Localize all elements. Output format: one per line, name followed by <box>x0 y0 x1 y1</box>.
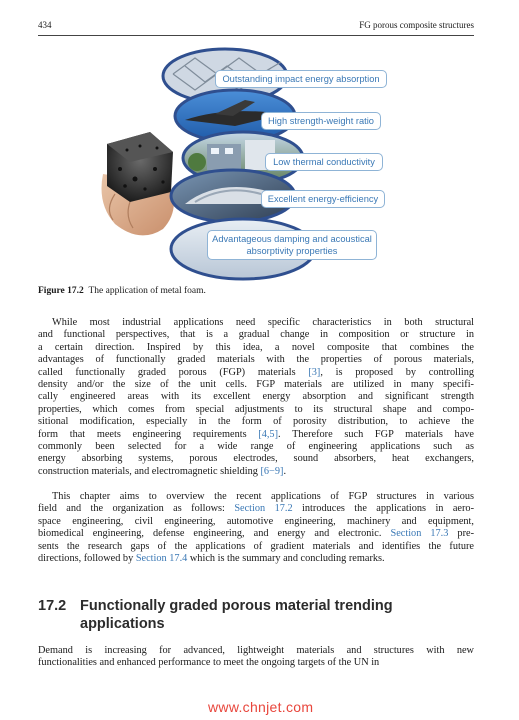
text-line: While most industrial applications need specific characteristics in both structural <box>52 317 474 328</box>
text-fragment: form that meets engineering requirements <box>38 428 259 440</box>
text-line <box>38 367 474 379</box>
text-line: advantages of functionally graded materials with the properties of porous materials, <box>38 354 474 366</box>
text-fragment: called functionally graded porous (FGP) materials <box>38 366 309 378</box>
figure-label-impact-energy: Outstanding impact energy absorption <box>215 70 387 88</box>
text-line: sents the research gaps of the applications of gradient materials and identifies the future <box>38 540 474 552</box>
figure-caption-label: Figure 17.2 <box>38 286 84 296</box>
text-line: Demand is increasing for advanced, lightweight materials and structures with new <box>38 645 474 656</box>
figure-caption <box>38 286 206 296</box>
text-line: functionalities and enhanced performance to meet the ongoing targets of the UN in <box>38 657 380 669</box>
text-line <box>38 503 474 515</box>
text-fragment: pre- <box>448 528 475 540</box>
metal-foam-figure <box>85 44 415 284</box>
text-fragment: , is proposed by controlling <box>320 366 474 378</box>
figure-label-damping-line2: absorptivity properties <box>246 246 338 256</box>
text-line <box>38 553 474 565</box>
reference-link[interactable]: Section 17.3 <box>390 528 449 540</box>
text-line: and functional perspectives, that is a gradual change in composition or structure in <box>38 329 474 341</box>
text-line: space engineering, civil engineering, automotive engineering, machinery and equipment, <box>38 515 474 527</box>
section-title-line1: Functionally graded porous material trending <box>80 598 393 614</box>
page-number: 434 <box>38 20 52 30</box>
reference-link[interactable]: Section 17.4 <box>135 553 188 565</box>
header-rule <box>38 35 474 36</box>
text-line: density and/or the size of the unit cells. FGP materials are utilized in many specifi- <box>38 379 474 391</box>
paragraph-intro <box>38 317 474 478</box>
section-title-line2: applications <box>80 616 165 632</box>
text-fragment: . <box>283 465 287 477</box>
text-fragment: field and the organization as follows: <box>38 503 235 515</box>
running-title: FG porous composite structures <box>359 20 474 30</box>
reference-link[interactable]: [3] <box>308 366 321 378</box>
text-line: a certain direction. Inspired by this idea, a novel composite that combines the <box>38 341 474 353</box>
reference-link[interactable]: [4,5] <box>258 428 279 440</box>
text-line: properties, which comes from special adjustments to its structural shape and compo- <box>38 403 474 415</box>
figure-label-damping <box>207 230 377 260</box>
text-fragment: which is the summary and concluding remarks. <box>187 553 385 565</box>
text-line: This chapter aims to overview the recent applications of FGP structures in various <box>52 491 474 502</box>
text-fragment: construction materials, and electromagnetic shielding <box>38 465 261 477</box>
hand-holding-foam-image <box>102 132 174 235</box>
section-number: 17.2 <box>38 598 67 614</box>
text-line: commonly been selected for a wide range of engineering applications such as <box>38 441 474 453</box>
text-line <box>38 466 474 478</box>
reference-link[interactable]: [6−9] <box>260 465 284 477</box>
figure-label-energy-efficiency: Excellent energy-efficiency <box>261 190 385 208</box>
watermark: www.chnjet.com <box>208 699 314 715</box>
text-line: sitional modification, especially in the form of porosity distribution, to achieve the <box>38 416 474 428</box>
paragraph-chapter-overview <box>38 491 474 565</box>
text-fragment: biomedical engineering, defense engineering, and energy and electronic. <box>38 528 391 540</box>
figure-label-strength-weight: High strength-weight ratio <box>261 112 381 130</box>
text-line: energy absorbing systems, porous electrodes, sound absorbers, heat exchangers, <box>38 453 474 465</box>
figure-label-damping-line1: Advantageous damping and acoustical <box>212 234 372 244</box>
text-line <box>38 429 474 441</box>
figure-label-thermal: Low thermal conductivity <box>265 153 383 171</box>
text-fragment: . Therefore such FGP materials have <box>278 428 474 440</box>
reference-link[interactable]: Section 17.2 <box>234 503 293 515</box>
figure-caption-text: The application of metal foam. <box>88 286 206 296</box>
text-fragment: directions, followed by <box>38 553 136 565</box>
paragraph-demand <box>38 645 474 670</box>
text-line <box>38 528 474 540</box>
text-fragment: introduces the applications in aero- <box>292 503 474 515</box>
text-line: cally engineered areas with its excellent energy absorption and significant strength <box>38 391 474 403</box>
